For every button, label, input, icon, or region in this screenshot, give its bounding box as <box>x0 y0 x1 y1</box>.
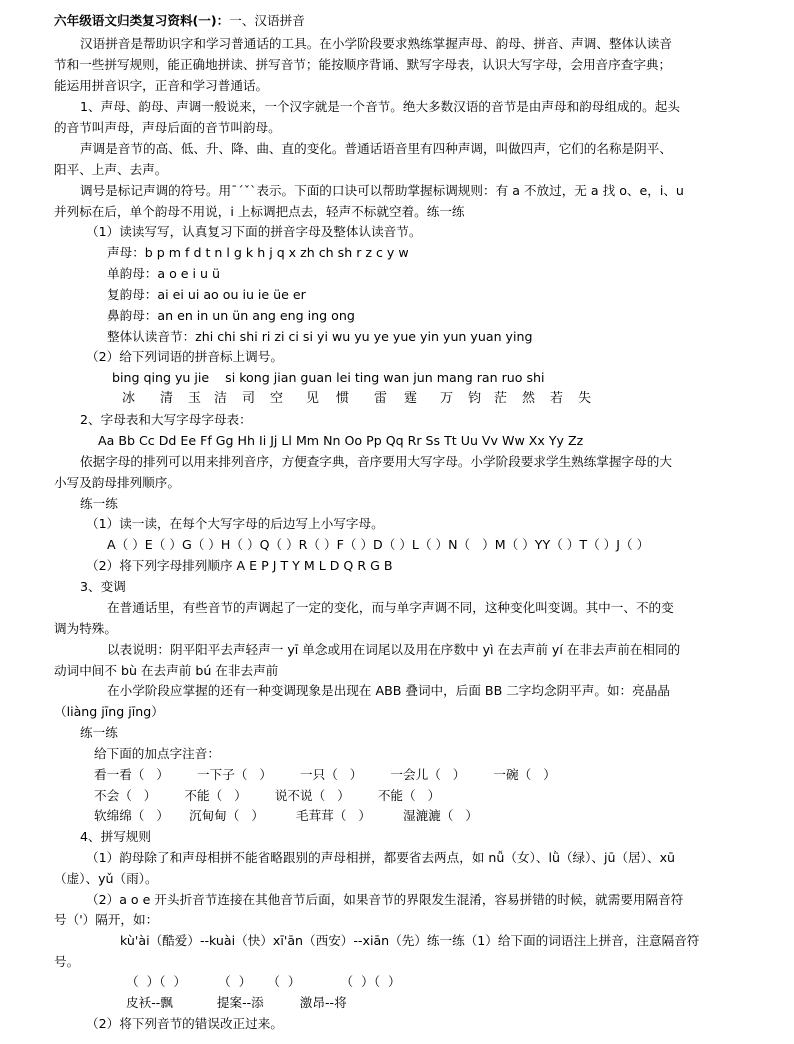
hanzi-char: 惯 <box>336 391 350 406</box>
hanzi-char: 钧 <box>468 391 482 406</box>
hanzi-char: 霆 <box>404 391 418 406</box>
hanzi-char: 茫 <box>494 391 508 406</box>
title-section: 一、汉语拼音 <box>229 13 305 28</box>
compound-finals-line: 复韵母：ai ei ui ao ou iu ie üe er <box>107 287 306 302</box>
text-line: 在普通话里，有些音节的声调起了一定的变化，而与单字声调不同，这种变化叫变调。其中一、不的变 <box>107 600 674 615</box>
text-line: （liàng jīng jīng） <box>54 704 164 719</box>
text-line: 动词中间不 bù 在去声前 bú 在非去声前 <box>54 663 279 678</box>
simple-finals-line: 单韵母：a o e i u ü <box>107 266 221 281</box>
blank-line: 看一看（ ） 一下子（ ） 一只（ ） 一会儿（ ） 一碗（ ） <box>94 767 556 782</box>
text-line: 节和一些拼写规则，能正确地拼读、拼写音节；能按顺序背诵、默写字母表，认识大写字母，会用音序查字典； <box>54 57 672 72</box>
text-line: 1、声母、韵母、声调一般说来，一个汉字就是一个音节。绝大多数汉语的音节是由声母和韵母组成的。起头 <box>80 99 680 114</box>
section-heading: 3、变调 <box>80 579 126 594</box>
exercise-heading: （2）给下列词语的拼音标上调号。 <box>86 349 283 364</box>
text-line: 在小学阶段应掌握的还有一种变调现象是出现在 ABB 叠词中，后面 BB 二字均念阴平声。如：亮晶晶 <box>107 683 670 698</box>
text-line: 调为特殊。 <box>54 621 117 636</box>
text-line: 汉语拼音是帮助识字和学习普通话的工具。在小学阶段要求熟练掌握声母、韵母、拼音、声调、整体认读音 <box>80 36 672 51</box>
text-line: 号。 <box>54 954 80 969</box>
document-title <box>54 11 305 31</box>
exercise-heading: （1）读一读，在每个大写字母的后边写上小写字母。 <box>86 516 384 531</box>
text-line: 号（'）隔开，如： <box>54 912 159 927</box>
nasal-finals-line: 鼻韵母：an en in un ün ang eng ing ong <box>107 308 355 323</box>
text-line: 声调是音节的高、低、升、降、曲、直的变化。普通话语音里有四种声调，叫做四声，它们的名称是阴平、 <box>80 141 672 156</box>
text-line: 能运用拼音识字，正音和学习普通话。 <box>54 78 269 93</box>
text-line: 调号是标记声调的符号。用¯ˊˇˋ表示。下面的口诀可以帮助掌握标调规则：有 a 不放过，无 a 找 o、e，i、u <box>80 183 684 198</box>
section-heading: 4、拼写规则 <box>80 829 151 844</box>
exercise-heading: （1）读读写写，认真复习下面的拼音字母及整体认读音节。 <box>86 224 422 239</box>
hanzi-char: 见 <box>306 391 320 406</box>
hanzi-char: 空 <box>270 391 284 406</box>
exercise-heading: （2）将下列音节的错误改正过来。 <box>86 1016 283 1031</box>
hanzi-char: 万 <box>440 391 454 406</box>
hanzi-char: 若 <box>550 391 564 406</box>
text-line: （2）a o e 开头折音节连接在其他音节后面，如果音节的界限发生混淆，容易拼错的时候，就需要用隔音符 <box>86 892 684 907</box>
hanzi-char: 冰 <box>122 391 136 406</box>
exercise-heading: （2）将下列字母排列顺序 A E P J T Y M L D Q R G B <box>86 558 393 573</box>
text-line: 小写及韵母排列顺序。 <box>54 475 180 490</box>
exercise-heading: 练一练 <box>80 496 118 511</box>
text-line: kù'ài（酷爱）--kuài（快）xī'ān（西安）--xiān（先）练一练（1）给下面的词语注上拼音，注意隔音符 <box>120 933 700 948</box>
title-bold: 六年级语文归类复习资料(一)： <box>54 13 230 28</box>
hanzi-char: 清 <box>160 391 174 406</box>
blank-line: （ ）（ ） （ ） （ ） （ ）（ ） <box>126 974 401 989</box>
text-line: 阳平、上声、去声。 <box>54 162 168 177</box>
text-line: 依据字母的排列可以用来排列音序，方便查字典，音序要用大写字母。小学阶段要求学生熟练掌握字母的大 <box>80 454 672 469</box>
initials-line: 声母：b p m f d t n l g k h j q x zh ch sh r z c y w <box>107 245 409 260</box>
hanzi-row <box>0 389 794 409</box>
text-line: （1）韵母除了和声母相拼不能省略跟别的声母相拼，都要省去两点，如 nǚ（女）、lǜ（绿）、jū（居）、xū <box>86 850 676 865</box>
hanzi-char: 失 <box>578 391 592 406</box>
word-line: 皮袄--飘 提案--添 激昂--将 <box>126 995 347 1010</box>
text-line: （虚）、yǔ（雨）。 <box>54 871 158 886</box>
letter-blanks-line: A（ ）E（ ）G（ ）H（ ）Q（ ）R（ ）F（ ）D（ ）L（ ）N（ ）M（ ）YY（ ）T（ ）J（ ） <box>107 537 650 552</box>
hanzi-char: 洁 <box>214 391 228 406</box>
hanzi-char: 雷 <box>374 391 388 406</box>
hanzi-char: 司 <box>242 391 256 406</box>
hanzi-char: 玉 <box>188 391 202 406</box>
text-line: 并列标在后，单个韵母不用说，i 上标调把点去，轻声不标就空着。练一练 <box>54 204 465 219</box>
blank-line: 软绵绵（ ） 沉甸甸（ ） 毛茸茸（ ） 湿漉漉（ ） <box>94 808 478 823</box>
hanzi-char: 然 <box>522 391 536 406</box>
section-heading: 2、字母表和大写字母字母表： <box>80 412 252 427</box>
whole-syllables-line: 整体认读音节：zhi chi shi ri zi ci si yi wu yu ye yue yin yun yuan ying <box>107 329 533 344</box>
blank-line: 不会（ ） 不能（ ） 说不说（ ） 不能（ ） <box>94 788 441 803</box>
text-line: 的音节叫声母，声母后面的音节叫韵母。 <box>54 120 281 135</box>
text-line: 以表说明：阴平阳平去声轻声一 yī 单念或用在词尾以及用在序数中 yì 在去声前 yí 在非去声前在相同的 <box>107 642 681 657</box>
exercise-heading: 给下面的加点字注音： <box>94 746 220 761</box>
exercise-heading: 练一练 <box>80 725 118 740</box>
pinyin-line: bing qing yu jie si kong jian guan lei ting wan jun mang ran ruo shi <box>112 370 545 385</box>
alphabet-line: Aa Bb Cc Dd Ee Ff Gg Hh Ii Jj Ll Mm Nn Oo Pp Qq Rr Ss Tt Uu Vv Ww Xx Yy Zz <box>98 433 584 448</box>
